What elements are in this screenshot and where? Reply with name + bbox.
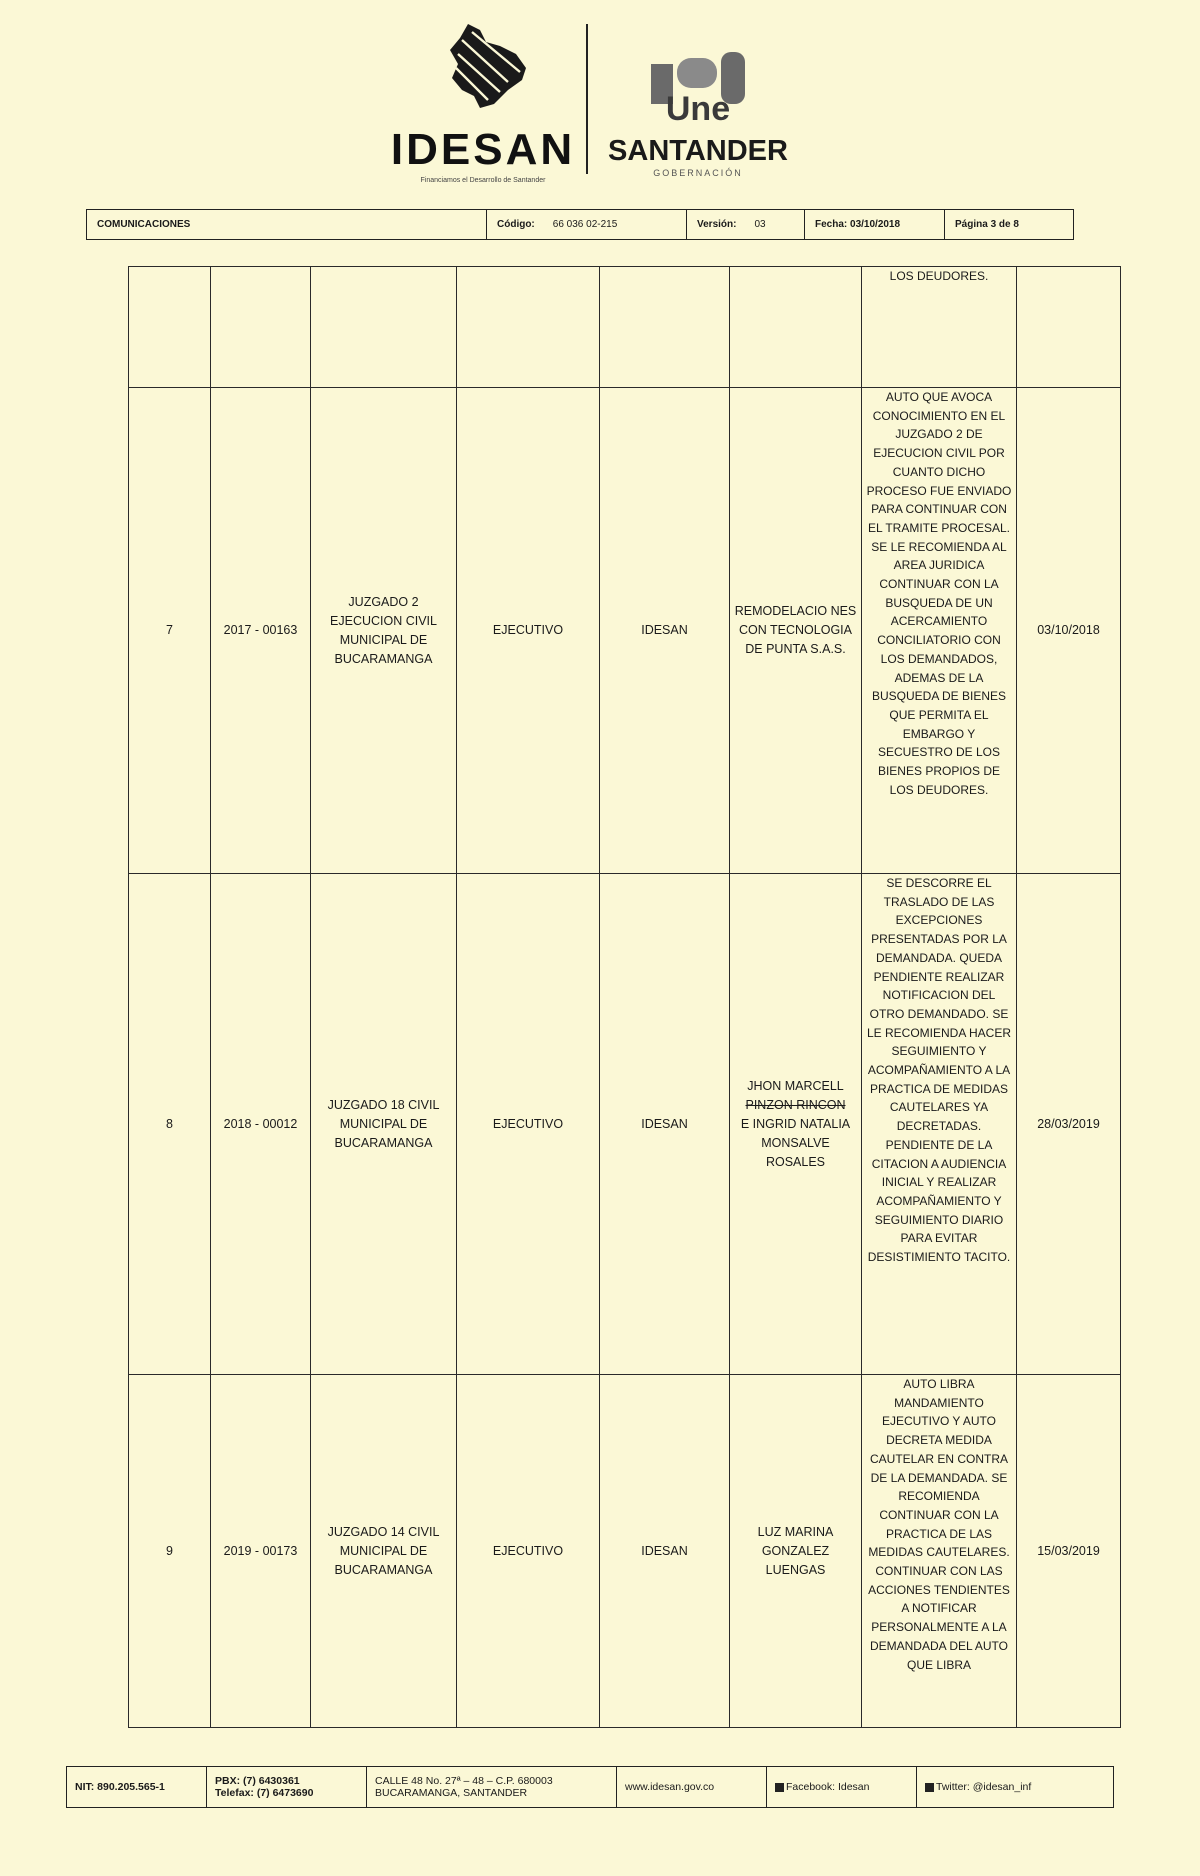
cell-demandado [730,267,862,388]
cell-num: 9 [129,1375,211,1728]
header-page: Página 3 de 8 [955,219,1019,230]
document-footer [66,1766,1114,1808]
cell-num: 7 [129,388,211,874]
cell-juzgado: JUZGADO 18 CIVIL MUNICIPAL DE BUCARAMANGA [311,874,457,1375]
cell-observacion: AUTO QUE AVOCA CONOCIMIENTO EN EL JUZGADO 2 DE EJECUCION CIVIL POR CUANTO DICHO PROCESO FUE ENVIADO PARA CONTINUAR CON EL TRAMITE PROCESAL. SE LE RECOMIENDA AL AREA JURIDICA CONTINUAR CON LA BUSQUEDA DE UN ACERCAMIENTO CONCILIATORIO CON LOS DEMANDADOS, ADEMAS DE LA BUSQUEDA DE BIENES QUE PERMITA EL EMBARGO Y SECUESTRO DE LOS BIENES PROPIOS DE LOS DEUDORES. [862,388,1017,874]
cell-juzgado [311,267,457,388]
facebook-icon [775,1783,784,1792]
cell-demandado: LUZ MARINA GONZALEZ LUENGAS [730,1375,862,1728]
demandado-name-b: PINZON RINCON [745,1097,846,1112]
footer-telefax: Telefax: (7) 6473690 [215,1787,314,1799]
cell-demandante: IDESAN [600,388,730,874]
cell-proceso: EJECUTIVO [457,1375,600,1728]
header-section: COMUNICACIONES [87,210,487,239]
santander-wordmark: SANTANDER [608,135,788,167]
cell-observacion: AUTO LIBRA MANDAMIENTO EJECUTIVO Y AUTO DECRETA MEDIDA CAUTELAR EN CONTRA DE LA DEMANDADA. SE RECOMIENDA CONTINUAR CON LA PRACTICA DE LAS MEDIDAS CAUTELARES. CONTINUAR CON LAS ACCIONES TENDIENTES A NOTIFICAR PERSONALMENTE A LA DEMANDADA DEL AUTO QUE LIBRA [862,1375,1017,1728]
cell-observacion: SE DESCORRE EL TRASLADO DE LAS EXCEPCIONES PRESENTADAS POR LA DEMANDADA. QUEDA PENDIENTE REALIZAR NOTIFICACION DEL OTRO DEMANDADO. SE LE RECOMIENDA HACER SEGUIMIENTO Y ACOMPAÑAMIENTO A LA PRACTICA DE MEDIDAS CAUTELARES YA DECRETADAS. PENDIENTE DE LA CITACION A AUDIENCIA INICIAL Y REALIZAR ACOMPAÑAMIENTO Y SEGUIMIENTO DIARIO PARA EVITAR DESISTIMIENTO TACITO. [862,874,1017,1375]
cell-proceso [457,267,600,388]
header-code [487,210,687,239]
header-code-value: 66 036 02-215 [552,219,618,230]
une-santander-icon [643,38,753,128]
header-version-label: Versión: [697,219,737,230]
svg-text:Une: Une [665,90,731,128]
santander-tagline: GOBERNACIÓN [653,168,743,178]
table-row [129,1375,1121,1728]
cell-demandado [730,874,862,1375]
footer-nit: NIT: 890.205.565-1 [67,1767,207,1807]
cell-num [129,267,211,388]
logo-divider [586,24,588,174]
idesan-logo [388,20,578,184]
footer-address [367,1767,617,1807]
idesan-tagline: Financiamos el Desarrollo de Santander [420,177,546,184]
cell-radicado [211,267,311,388]
cell-num: 8 [129,874,211,1375]
twitter-icon [925,1783,934,1792]
header-code-label: Código: [497,219,535,230]
header-logos [380,20,800,184]
header-version-value: 03 [754,219,766,230]
cell-observacion: LOS DEUDORES. [862,267,1017,388]
footer-web[interactable]: www.idesan.gov.co [617,1767,767,1807]
cell-fecha: 28/03/2019 [1017,874,1121,1375]
cell-demandante [600,267,730,388]
footer-twitter[interactable] [917,1767,1113,1807]
footer-pbx: PBX: (7) 6430361 [215,1775,300,1787]
footer-facebook[interactable] [767,1767,917,1807]
footer-address-line1: CALLE 48 No. 27ª – 48 – C.P. 680003 [375,1775,553,1787]
santander-logo [608,38,788,178]
demandado-name-c: E INGRID NATALIA MONSALVE ROSALES [740,1116,851,1169]
cell-juzgado: JUZGADO 2 EJECUCION CIVIL MUNICIPAL DE BUCARAMANGA [311,388,457,874]
cell-juzgado: JUZGADO 14 CIVIL MUNICIPAL DE BUCARAMANGA [311,1375,457,1728]
table-row [129,388,1121,874]
cell-proceso: EJECUTIVO [457,874,600,1375]
table-row [129,267,1121,388]
cell-fecha: 03/10/2018 [1017,388,1121,874]
idesan-wordmark: IDESAN [390,125,576,174]
demandado-name-a: JHON MARCELL [747,1078,844,1093]
cell-demandante: IDESAN [600,1375,730,1728]
cell-radicado: 2019 - 00173 [211,1375,311,1728]
santander-map-icon [428,20,538,112]
table-row [129,874,1121,1375]
cell-radicado: 2018 - 00012 [211,874,311,1375]
cell-fecha [1017,267,1121,388]
process-table [128,266,1121,1728]
footer-phones [207,1767,367,1807]
footer-address-line2: BUCARAMANGA, SANTANDER [375,1787,528,1799]
cell-proceso: EJECUTIVO [457,388,600,874]
cell-demandado: REMODELACIO NES CON TECNOLOGIA DE PUNTA S.A.S. [730,388,862,874]
cell-demandante: IDESAN [600,874,730,1375]
footer-facebook-label: Facebook: Idesan [786,1781,870,1793]
header-date: Fecha: 03/10/2018 [805,210,945,239]
footer-twitter-label: Twitter: @idesan_inf [936,1781,1032,1793]
cell-fecha: 15/03/2019 [1017,1375,1121,1728]
header-version [687,210,805,239]
document-header [86,209,1074,240]
cell-radicado: 2017 - 00163 [211,388,311,874]
